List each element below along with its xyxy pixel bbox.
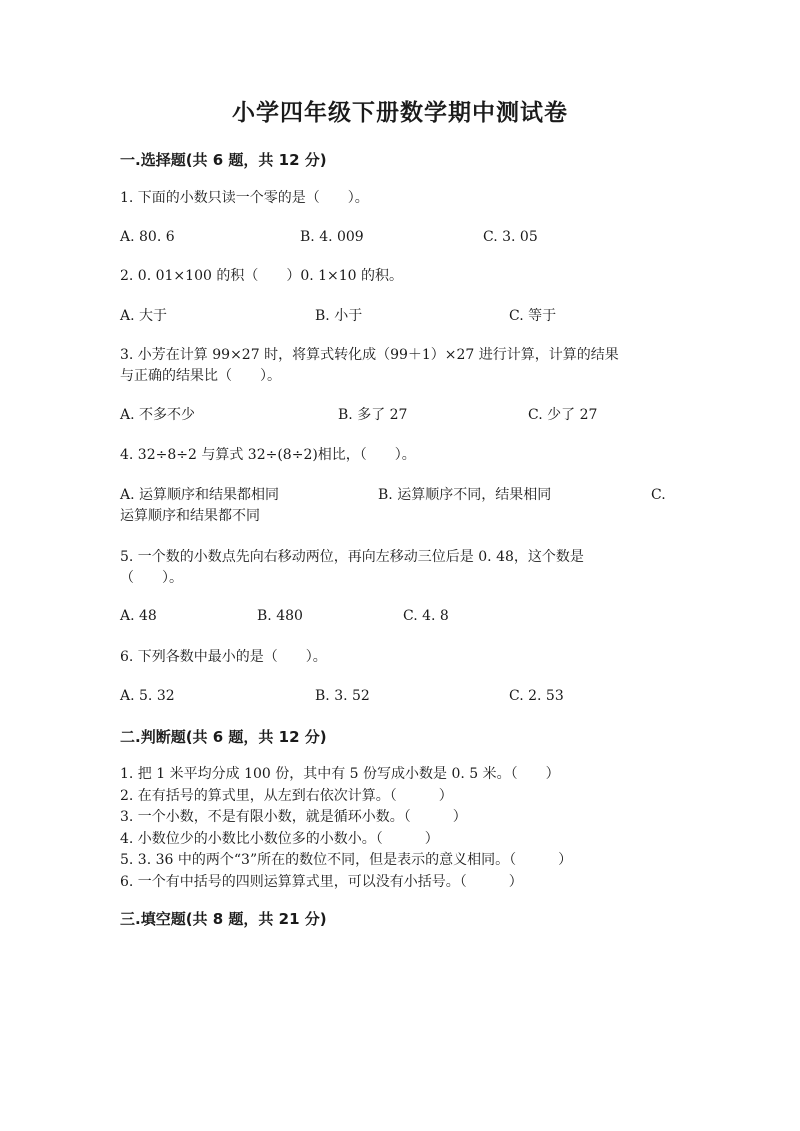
question-3-option-c: C. 少了 27	[528, 407, 598, 423]
question-5-option-b: B. 480	[257, 608, 303, 624]
judgement-item-2: 2. 在有括号的算式里，从左到右依次计算。（ ）	[120, 787, 453, 804]
judgement-item-4: 4. 小数位少的小数比小数位多的小数小。（ ）	[120, 830, 439, 847]
question-4-option-c-text: 运算顺序和结果都不同	[120, 508, 260, 524]
question-6-option-c: C. 2. 53	[509, 688, 564, 704]
judgement-item-5: 5. 3. 36 中的两个“3”所在的数位不同，但是表示的意义相同。（ ）	[120, 852, 573, 868]
question-6-option-a: A. 5. 32	[120, 688, 175, 704]
question-3-stem-line-1: 3. 小芳在计算 99×27 时，将算式转化成（99＋1）×27 进行计算，计算的结果	[120, 347, 619, 363]
question-5-option-c: C. 4. 8	[403, 608, 449, 624]
judgement-item-1: 1. 把 1 米平均分成 100 份，其中有 5 份写成小数是 0. 5 米。（ ）	[120, 766, 560, 782]
judgement-item-3: 3. 一个小数，不是有限小数，就是循环小数。（ ）	[120, 809, 467, 825]
section-heading-fill-in: 三.填空题(共 8 题，共 21 分)	[120, 910, 327, 928]
question-1-stem: 1. 下面的小数只读一个零的是（ ）。	[120, 190, 369, 206]
question-1-option-c: C. 3. 05	[483, 229, 538, 245]
question-5-stem-line-1: 5. 一个数的小数点先向右移动两位，再向左移动三位后是 0. 48，这个数是	[120, 549, 584, 565]
question-2-option-b: B. 小于	[315, 308, 363, 324]
section-heading-choice: 一.选择题(共 6 题，共 12 分)	[120, 151, 327, 169]
question-3-option-a: A. 不多不少	[120, 407, 196, 423]
question-1-option-a: A. 80. 6	[120, 229, 175, 245]
judgement-item-6: 6. 一个有中括号的四则运算算式里，可以没有小括号。（ ）	[120, 873, 523, 890]
question-4-option-c-label: C.	[651, 487, 666, 503]
section-heading-judgement: 二.判断题(共 6 题，共 12 分)	[120, 728, 327, 746]
question-3-stem-line-2: 与正确的结果比（ ）。	[120, 368, 281, 384]
question-2-option-a: A. 大于	[120, 308, 168, 324]
question-4-option-b: B. 运算顺序不同，结果相同	[378, 487, 552, 503]
question-4-option-a: A. 运算顺序和结果都相同	[120, 487, 280, 503]
page-title: 小学四年级下册数学期中测试卷	[232, 100, 568, 126]
question-5-stem-line-2: （ ）。	[120, 570, 183, 586]
question-6-stem: 6. 下列各数中最小的是（ ）。	[120, 649, 327, 665]
question-6-option-b: B. 3. 52	[315, 688, 370, 704]
question-4-stem: 4. 32÷8÷2 与算式 32÷(8÷2)相比，（ ）。	[120, 447, 416, 463]
question-3-option-b: B. 多了 27	[338, 407, 408, 423]
question-2-stem: 2. 0. 01×100 的积（ ）0. 1×10 的积。	[120, 268, 404, 284]
question-1-option-b: B. 4. 009	[300, 229, 364, 245]
question-5-option-a: A. 48	[120, 608, 157, 624]
question-2-option-c: C. 等于	[509, 308, 557, 324]
